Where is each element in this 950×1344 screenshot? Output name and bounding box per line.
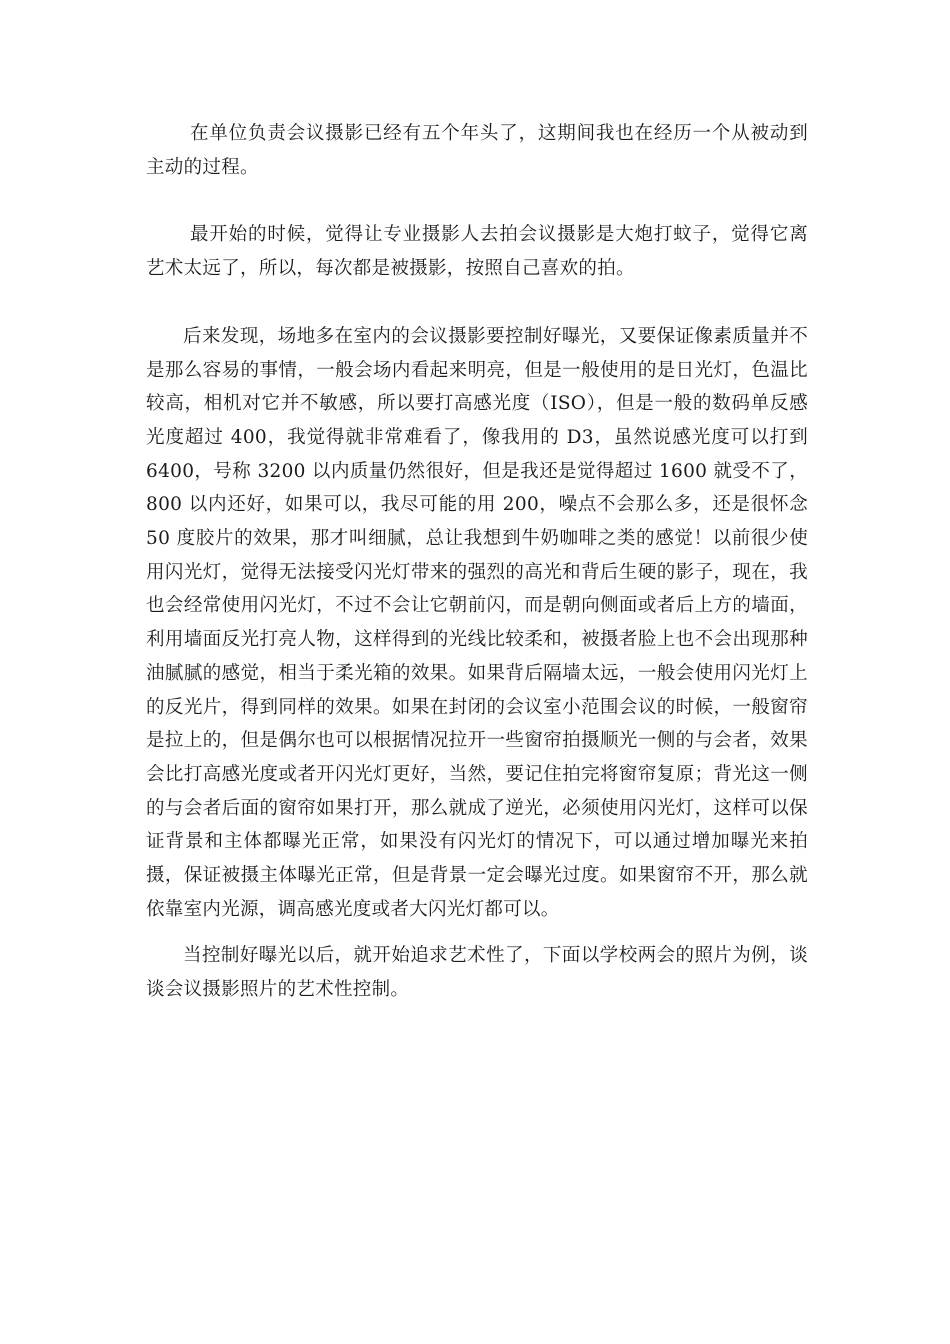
document-body (146, 117, 808, 1007)
paragraph-4: 当控制好曝光以后，就开始追求艺术性了，下面以学校两会的照片为例，谈谈会议摄影照片的艺术性控制。 (146, 945, 808, 1001)
paragraph-1: 在单位负责会议摄影已经有五个年头了，这期间我也在经历一个从被动到主动的过程。 (146, 123, 808, 178)
paragraph-3: 后来发现，场地多在室内的会议摄影要控制好曝光，又要保证像素质量并不是那么容易的事情，一般会场内看起来明亮，但是一般使用的是日光灯，色温比较高，相机对它并不敏感，所以要打高感光度（ISO），但是一般的数码单反感光度超过 400，我觉得就非常难看了，像我用的 D3，虽然说感光度可以打到 6400，号称 3200 以内质量仍然很好，但是我还是觉得超过 1600 就受不了，800 以内还好，如果可以，我尽可能的用 200，噪点不会那么多，还是很怀念 50 度胶片的效果，那才叫细腻，总让我想到牛奶咖啡之类的感觉！以前很少使用闪光灯，觉得无法接受闪光灯带来的强烈的高光和背后生硬的影子，现在，我也会经常使用闪光灯，不过不会让它朝前闪，而是朝向侧面或者后上方的墙面，利用墙面反光打亮人物，这样得到的光线比较柔和，被摄者脸上也不会出现那种油腻腻的感觉，相当于柔光箱的效果。如果背后隔墙太远，一般会使用闪光灯上的反光片，得到同样的效果。如果在封闭的会议室小范围会议的时候，一般窗帘是拉上的，但是偶尔也可以根据情况拉开一些窗帘拍摄顺光一侧的与会者，效果会比打高感光度或者开闪光灯更好，当然，要记住拍完将窗帘复原；背光这一侧的与会者后面的窗帘如果打开，那么就成了逆光，必须使用闪光灯，这样可以保证背景和主体都曝光正常，如果没有闪光灯的情况下，可以通过增加曝光来拍摄，保证被摄主体曝光正常，但是背景一定会曝光过度。如果窗帘不开，那么就依靠室内光源，调高感光度或者大闪光灯都可以。 (146, 325, 808, 920)
paragraph-2: 最开始的时候，觉得让专业摄影人去拍会议摄影是大炮打蚊子，觉得它离艺术太远了，所以，每次都是被摄影，按照自己喜欢的拍。 (146, 224, 808, 280)
